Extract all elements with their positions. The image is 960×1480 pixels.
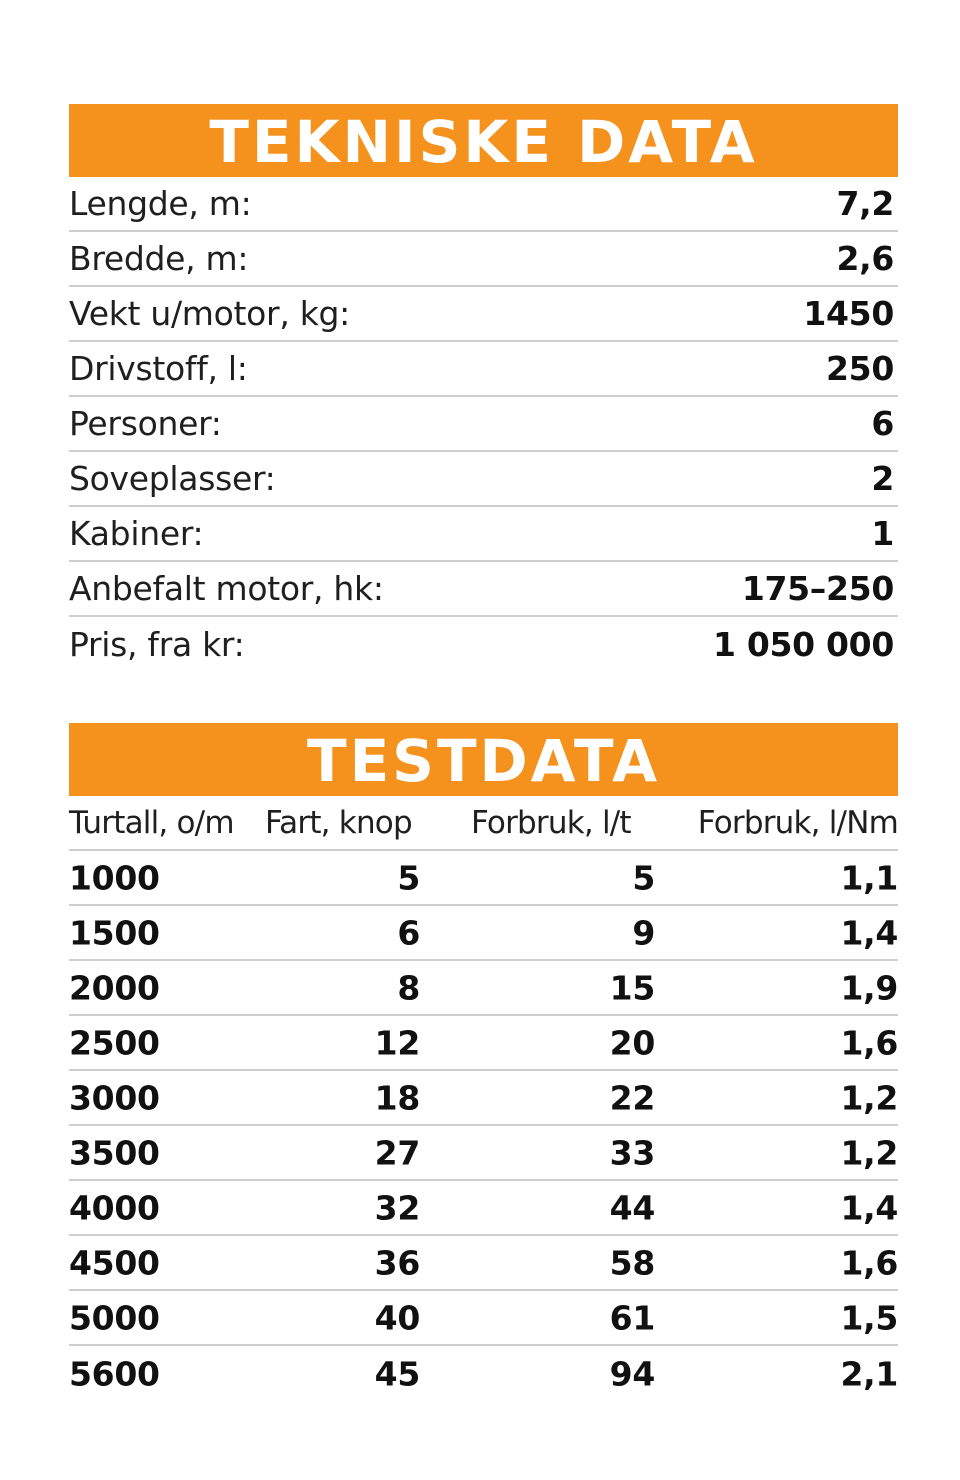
cell-consumption-per-hour: 15 xyxy=(609,968,655,1007)
cell-consumption-per-nm: 1,4 xyxy=(840,913,898,952)
cell-rpm: 5000 xyxy=(69,1298,160,1337)
cell-rpm: 5600 xyxy=(69,1354,160,1393)
cell-consumption-per-hour: 9 xyxy=(632,913,655,952)
cell-consumption-per-nm: 2,1 xyxy=(840,1354,898,1393)
spec-value: 1 050 000 xyxy=(712,625,894,664)
spec-value: 6 xyxy=(871,404,894,443)
table-row xyxy=(69,1016,898,1071)
table-row xyxy=(69,1071,898,1126)
table-row xyxy=(69,1291,898,1346)
cell-consumption-per-nm: 1,1 xyxy=(840,858,898,897)
spec-value: 1450 xyxy=(803,294,894,333)
cell-rpm: 1500 xyxy=(69,913,160,952)
cell-speed: 32 xyxy=(374,1188,420,1227)
spec-value: 7,2 xyxy=(836,184,894,223)
cell-speed: 5 xyxy=(397,858,420,897)
tekniske-data-heading: TEKNISKE DATA xyxy=(69,104,898,177)
spec-row-price xyxy=(69,617,898,672)
cell-rpm: 3000 xyxy=(69,1078,160,1117)
spec-value: 2,6 xyxy=(836,239,894,278)
cell-consumption-per-nm: 1,6 xyxy=(840,1243,898,1282)
cell-rpm: 4000 xyxy=(69,1188,160,1227)
cell-speed: 6 xyxy=(397,913,420,952)
spec-value: 175–250 xyxy=(741,569,894,608)
tekniske-data-panel xyxy=(69,104,898,672)
cell-consumption-per-hour: 22 xyxy=(609,1078,655,1117)
cell-speed: 27 xyxy=(374,1133,420,1172)
table-row xyxy=(69,1181,898,1236)
spec-row-berths xyxy=(69,452,898,507)
cell-speed: 45 xyxy=(374,1354,420,1393)
spec-label: Soveplasser: xyxy=(69,459,276,498)
table-row xyxy=(69,961,898,1016)
cell-rpm: 4500 xyxy=(69,1243,160,1282)
spec-value: 2 xyxy=(871,459,894,498)
spec-row-width xyxy=(69,232,898,287)
spec-row-length xyxy=(69,177,898,232)
column-header-speed: Fart, knop xyxy=(265,805,412,841)
spec-row-persons xyxy=(69,397,898,452)
cell-rpm: 2000 xyxy=(69,968,160,1007)
spec-label: Anbefalt motor, hk: xyxy=(69,569,384,608)
column-header-consumption-per-nm: Forbruk, l/Nm xyxy=(697,805,898,841)
testdata-heading: TESTDATA xyxy=(69,723,898,796)
cell-consumption-per-nm: 1,2 xyxy=(840,1133,898,1172)
spec-label: Pris, fra kr: xyxy=(69,625,245,664)
cell-consumption-per-hour: 61 xyxy=(609,1298,655,1337)
cell-consumption-per-hour: 44 xyxy=(609,1188,655,1227)
spec-label: Kabiner: xyxy=(69,514,204,553)
spec-row-fuel xyxy=(69,342,898,397)
spec-list xyxy=(69,177,898,672)
cell-rpm: 2500 xyxy=(69,1023,160,1062)
spec-label: Drivstoff, l: xyxy=(69,349,248,388)
table-row xyxy=(69,906,898,961)
spec-label: Personer: xyxy=(69,404,222,443)
cell-speed: 36 xyxy=(374,1243,420,1282)
spec-row-weight xyxy=(69,287,898,342)
cell-rpm: 3500 xyxy=(69,1133,160,1172)
cell-rpm: 1000 xyxy=(69,858,160,897)
spec-row-cabins xyxy=(69,507,898,562)
cell-speed: 12 xyxy=(374,1023,420,1062)
spec-label: Lengde, m: xyxy=(69,184,252,223)
spec-value: 250 xyxy=(826,349,894,388)
cell-consumption-per-hour: 94 xyxy=(609,1354,655,1393)
cell-speed: 18 xyxy=(374,1078,420,1117)
spec-value: 1 xyxy=(871,514,894,553)
spec-label: Vekt u/motor, kg: xyxy=(69,294,350,333)
table-row xyxy=(69,851,898,906)
cell-consumption-per-nm: 1,5 xyxy=(840,1298,898,1337)
column-header-consumption-per-hour: Forbruk, l/t xyxy=(471,805,631,841)
cell-consumption-per-nm: 1,9 xyxy=(840,968,898,1007)
table-row xyxy=(69,1346,898,1401)
column-header-rpm: Turtall, o/m xyxy=(69,805,234,841)
spec-label: Bredde, m: xyxy=(69,239,249,278)
cell-consumption-per-nm: 1,6 xyxy=(840,1023,898,1062)
table-row xyxy=(69,1236,898,1291)
testdata-table-body xyxy=(69,851,898,1401)
cell-speed: 40 xyxy=(374,1298,420,1337)
testdata-column-headers xyxy=(69,796,898,851)
cell-consumption-per-hour: 58 xyxy=(609,1243,655,1282)
cell-consumption-per-hour: 5 xyxy=(632,858,655,897)
cell-consumption-per-nm: 1,4 xyxy=(840,1188,898,1227)
spec-row-motor xyxy=(69,562,898,617)
cell-consumption-per-hour: 33 xyxy=(609,1133,655,1172)
cell-consumption-per-hour: 20 xyxy=(609,1023,655,1062)
cell-speed: 8 xyxy=(397,968,420,1007)
testdata-panel xyxy=(69,723,898,1401)
table-row xyxy=(69,1126,898,1181)
cell-consumption-per-nm: 1,2 xyxy=(840,1078,898,1117)
